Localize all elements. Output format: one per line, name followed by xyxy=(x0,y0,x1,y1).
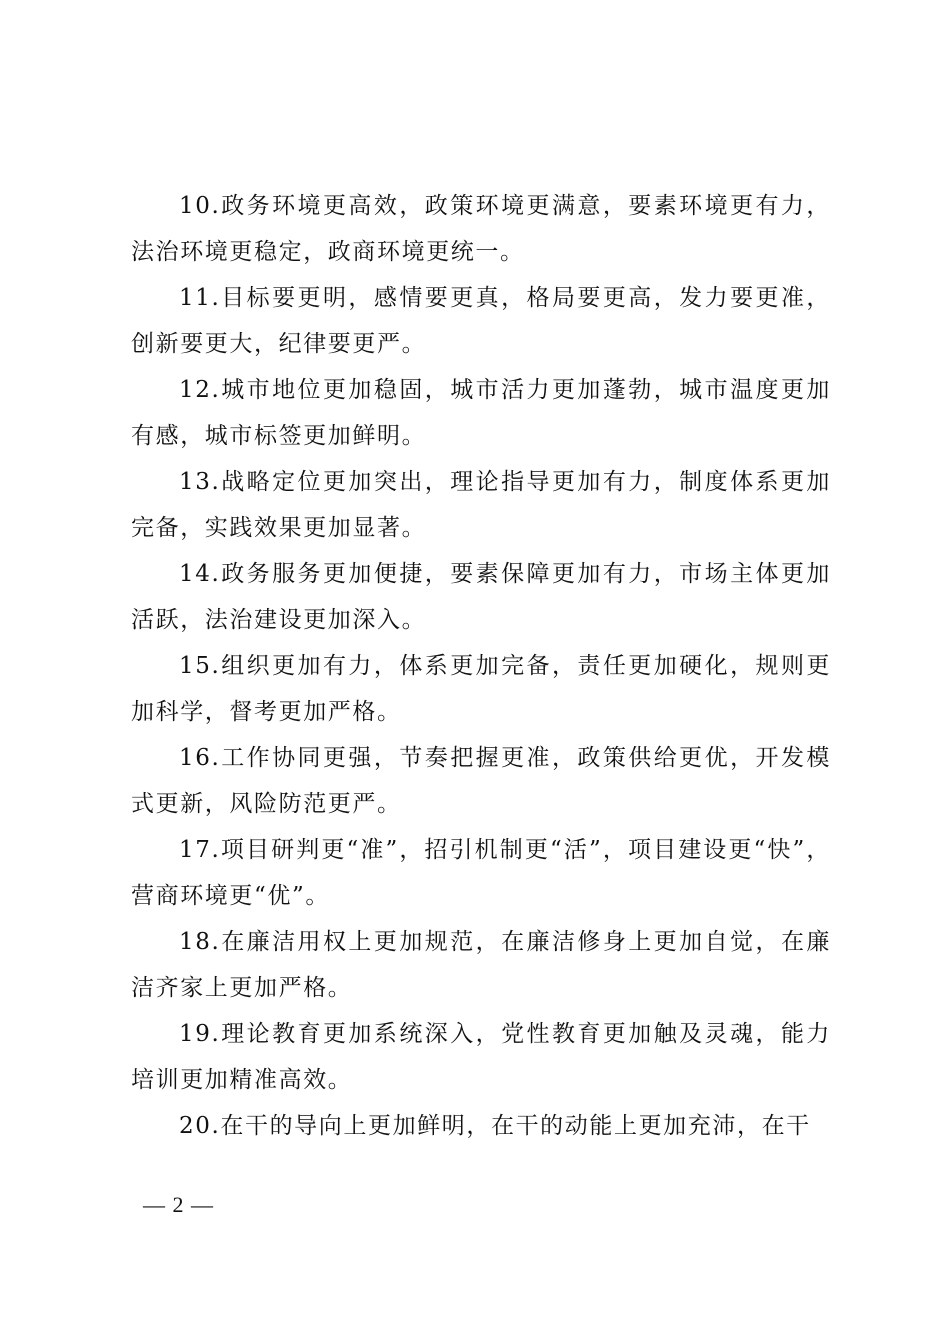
paragraph-19: 19.理论教育更加系统深入，党性教育更加触及灵魂，能力培训更加精准高效。 xyxy=(131,1021,831,1093)
paragraph-12: 12.城市地位更加稳固，城市活力更加蓬勃，城市温度更加有感，城市标签更加鲜明。 xyxy=(131,377,831,449)
paragraph-11: 11.目标要更明，感情要更真，格局要更高，发力要更准，创新要更大，纪律要更严。 xyxy=(131,285,831,357)
page-number: — 2 — xyxy=(143,1192,214,1217)
paragraph-15: 15.组织更加有力，体系更加完备，责任更加硬化，规则更加科学，督考更加严格。 xyxy=(131,653,831,725)
paragraph-16: 16.工作协同更强，节奏把握更准，政策供给更优，开发模式更新，风险防范更严。 xyxy=(131,745,831,817)
paragraph-18: 18.在廉洁用权上更加规范，在廉洁修身上更加自觉，在廉洁齐家上更加严格。 xyxy=(131,929,831,1001)
paragraph-13: 13.战略定位更加突出，理论指导更加有力，制度体系更加完备，实践效果更加显著。 xyxy=(131,469,831,541)
paragraph-10: 10.政务环境更高效，政策环境更满意，要素环境更有力，法治环境更稳定，政商环境更统一。 xyxy=(131,193,831,265)
paragraph-20: 20.在干的导向上更加鲜明，在干的动能上更加充沛，在干 xyxy=(179,1113,811,1139)
paragraph-17: 17.项目研判更“准”，招引机制更“活”，项目建设更“快”，营商环境更“优”。 xyxy=(131,837,831,909)
paragraph-14: 14.政务服务更加便捷，要素保障更加有力，市场主体更加活跃，法治建设更加深入。 xyxy=(131,561,831,633)
document-body xyxy=(131,183,831,1149)
